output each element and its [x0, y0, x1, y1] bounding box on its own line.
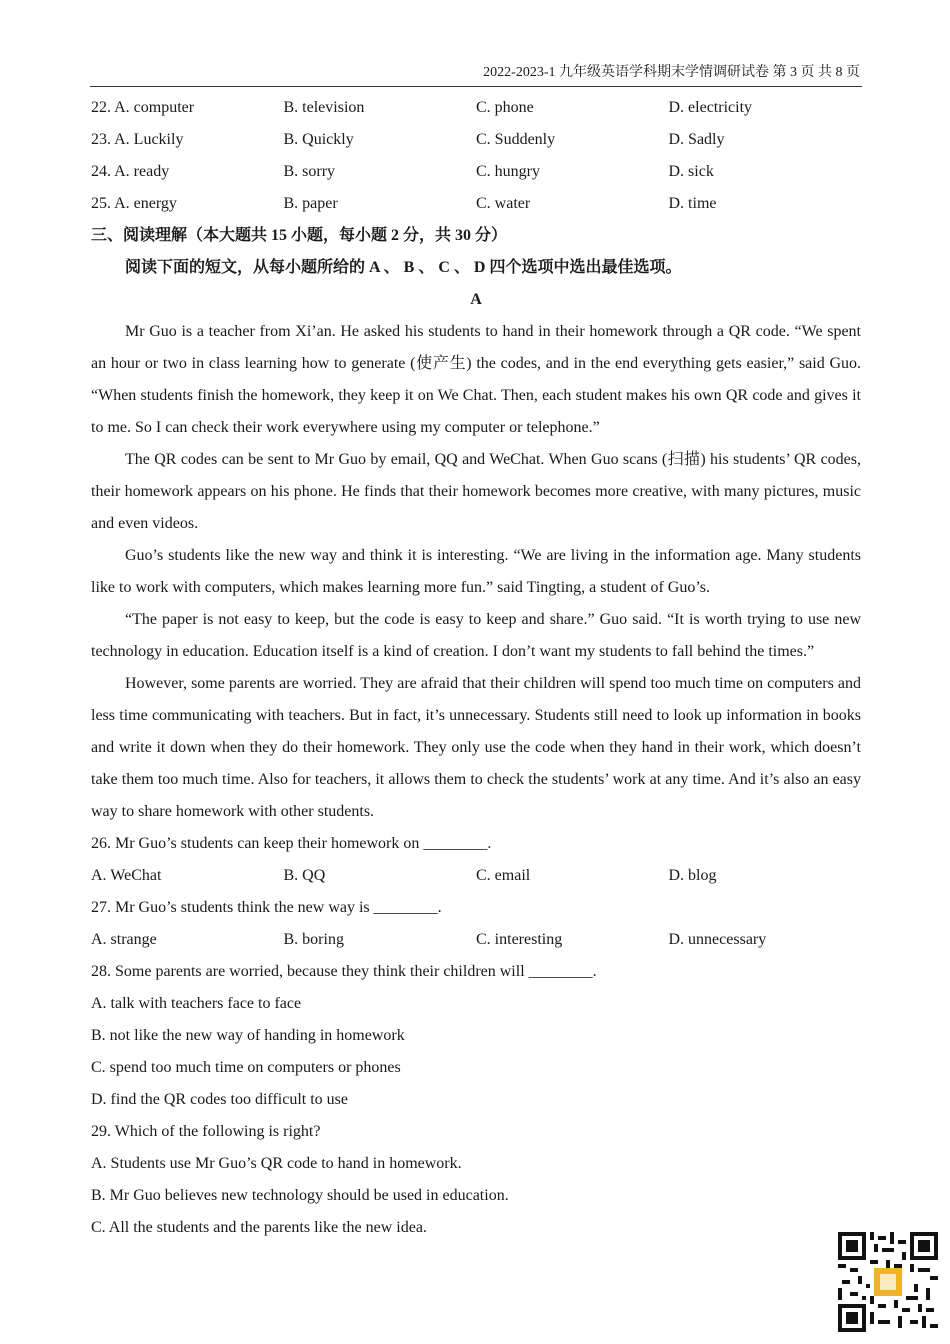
passage-paragraph: Guo’s students like the new way and think it is interesting. “We are living in the information age. Many students like to work with computers, which makes learning more fun.” said Tingting, a student of Guo’s.	[91, 547, 861, 596]
option-c: C. hungry	[476, 163, 540, 180]
question-29-stem: 29. Which of the following is right?	[91, 1123, 321, 1140]
option-c: C. water	[476, 195, 531, 212]
option-b: B. sorry	[283, 163, 336, 180]
passage-label: A	[470, 291, 482, 308]
option-d: D. electricity	[668, 99, 753, 116]
passage-paragraph: “The paper is not easy to keep, but the code is easy to keep and share.” Guo said. “It is worth trying to use new technology in education. Education itself is a kind of creation. I don’t want my students to fall behind the times.”	[91, 611, 861, 660]
question-28-option-c: C. spend too much time on computers or phones	[91, 1059, 401, 1076]
option-b: B. television	[283, 99, 365, 116]
option-d: D. Sadly	[668, 131, 725, 148]
option-c: C. Suddenly	[476, 131, 556, 148]
passage-paragraph: The QR codes can be sent to Mr Guo by email, QQ and WeChat. When Guo scans (扫描) his students’ QR codes, their homework appears on his phone. He finds that their homework becomes more creative, with many pictures, music and even videos.	[91, 451, 861, 532]
question-29-option-c: C. All the students and the parents like the new idea.	[91, 1219, 427, 1236]
question-28-stem: 28. Some parents are worried, because they think their children will ________.	[91, 963, 597, 980]
option-a: 25. A. energy	[91, 195, 177, 212]
cloze-options-22	[91, 92, 861, 124]
option-b: B. QQ	[283, 867, 326, 884]
option-c: C. interesting	[476, 931, 563, 948]
option-b: B. paper	[283, 195, 338, 212]
passage-paragraph: However, some parents are worried. They are afraid that their children will spend too much time on computers and less time communicating with teachers. But in fact, it’s unnecessary. Students still need to look up information in books and write it down when they do their homework. They only use the code when they hand in their work, which doesn’t take them too much time. Also for teachers, it allows them to check the students’ work at any time. And it’s also an easy way to share homework with other students.	[91, 675, 861, 820]
qr-code-icon	[838, 1232, 938, 1332]
page-header: 2022-2023-1 九年级英语学科期末学情调研试卷 第 3 页 共 8 页	[483, 65, 860, 80]
question-27-options	[91, 924, 861, 956]
question-27-stem: 27. Mr Guo’s students think the new way is ________.	[91, 899, 442, 916]
option-d: D. sick	[668, 163, 714, 180]
option-a: A. strange	[91, 931, 157, 948]
option-d: D. unnecessary	[668, 931, 767, 948]
question-28-option-a: A. talk with teachers face to face	[91, 995, 302, 1012]
section-instruction: 阅读下面的短文，从每小题所给的 A 、 B 、 C 、 D 四个选项中选出最佳选项。	[125, 259, 682, 276]
question-28-option-b: B. not like the new way of handing in homework	[91, 1027, 405, 1044]
question-28-option-d: D. find the QR codes too difficult to use	[91, 1091, 348, 1108]
option-b: B. Quickly	[283, 131, 354, 148]
option-a: 23. A. Luckily	[91, 131, 184, 148]
section-title: 三、阅读理解（本大题共 15 小题，每小题 2 分，共 30 分）	[91, 227, 508, 244]
header-divider	[90, 86, 862, 87]
option-a: A. WeChat	[91, 867, 162, 884]
option-d: D. time	[668, 195, 717, 212]
option-a: 22. A. computer	[91, 99, 195, 116]
option-c: C. email	[476, 867, 531, 884]
option-d: D. blog	[668, 867, 717, 884]
question-29-option-a: A. Students use Mr Guo’s QR code to hand in homework.	[91, 1155, 462, 1172]
cloze-options-24	[91, 156, 861, 188]
reading-passage	[91, 316, 861, 828]
cloze-options-25	[91, 188, 861, 220]
option-a: 24. A. ready	[91, 163, 170, 180]
option-c: C. phone	[476, 99, 534, 116]
question-26-stem: 26. Mr Guo’s students can keep their homework on ________.	[91, 835, 492, 852]
cloze-options-23	[91, 124, 861, 156]
page-content	[91, 92, 861, 1244]
question-26-options	[91, 860, 861, 892]
question-29-option-b: B. Mr Guo believes new technology should be used in education.	[91, 1187, 509, 1204]
passage-paragraph: Mr Guo is a teacher from Xi’an. He asked his students to hand in their homework through a QR code. “We spent an hour or two in class learning how to generate (使产生) the codes, and in the end everything gets easier,” said Guo. “When students finish the homework, they keep it on We Chat. Then, each student makes his own QR code and gives it to me. So I can check their work everywhere using my computer or telephone.”	[91, 323, 861, 436]
option-b: B. boring	[283, 931, 344, 948]
